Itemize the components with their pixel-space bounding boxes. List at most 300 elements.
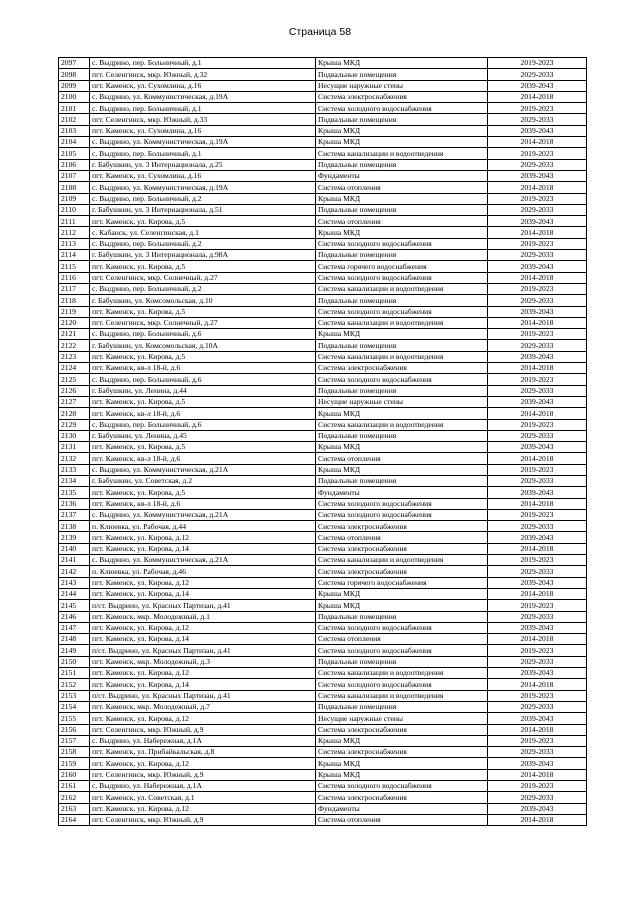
period-cell: 2019-2023 (488, 148, 587, 159)
building-element-cell: Фундаменты (316, 487, 488, 498)
period-cell: 2029-2033 (488, 340, 587, 351)
address-cell: пгт. Каменск, мкр. Молодежный, д.1 (90, 611, 316, 622)
period-cell: 2014-2018 (488, 272, 587, 283)
row-number: 2150 (59, 656, 90, 667)
period-cell: 2039-2043 (488, 170, 587, 181)
period-cell: 2029-2033 (488, 295, 587, 306)
address-cell: пгт. Каменск, кв-л 18-й, д.6 (90, 408, 316, 419)
building-element-cell: Система электроснабжения (316, 792, 488, 803)
period-cell: 2029-2033 (488, 747, 587, 758)
row-number: 2128 (59, 408, 90, 419)
table-row (59, 137, 587, 148)
table-row (59, 419, 587, 430)
building-element-cell: Система холодного водоснабжения (316, 238, 488, 249)
building-element-cell: Подвальные помещения (316, 295, 488, 306)
table-row (59, 329, 587, 340)
period-cell: 2019-2023 (488, 58, 587, 69)
address-cell: г. Бабушкин, ул. Ленина, д.45 (90, 430, 316, 441)
building-element-cell: Система канализации и водоотведения (316, 668, 488, 679)
building-element-cell: Система холодного водоснабжения (316, 272, 488, 283)
address-cell: пгт. Каменск, ул. Сухомлина, д.16 (90, 80, 316, 91)
table-body (59, 58, 587, 826)
address-cell: г. Бабушкин, ул. Комсомольская, д.10А (90, 340, 316, 351)
building-element-cell: Подвальные помещения (316, 114, 488, 125)
address-cell: п/ст. Выдрино, ул. Красных Партизан, д.41 (90, 645, 316, 656)
period-cell: 2039-2043 (488, 622, 587, 633)
period-cell: 2019-2023 (488, 464, 587, 475)
row-number: 2106 (59, 159, 90, 170)
table-row (59, 261, 587, 272)
building-element-cell: Подвальные помещения (316, 475, 488, 486)
row-number: 2145 (59, 600, 90, 611)
address-cell: с. Выдрино, ул. Коммунистическая, д.21А (90, 464, 316, 475)
period-cell: 2014-2018 (488, 543, 587, 554)
row-number: 2108 (59, 182, 90, 193)
row-number: 2130 (59, 430, 90, 441)
row-number: 2123 (59, 351, 90, 362)
row-number: 2114 (59, 250, 90, 261)
building-element-cell: Система холодного водоснабжения (316, 374, 488, 385)
row-number: 2121 (59, 329, 90, 340)
table-row (59, 103, 587, 114)
table-row (59, 80, 587, 91)
row-number: 2103 (59, 125, 90, 136)
building-element-cell: Несущие наружные стены (316, 713, 488, 724)
table-row (59, 272, 587, 283)
building-element-cell: Система канализации и водоотведения (316, 283, 488, 294)
period-cell: 2039-2043 (488, 351, 587, 362)
address-cell: п/ст. Выдрино, ул. Красных Партизан, д.41 (90, 600, 316, 611)
table-row (59, 385, 587, 396)
building-element-cell: Система канализации и водоотведения (316, 148, 488, 159)
period-cell: 2014-2018 (488, 453, 587, 464)
building-element-cell: Подвальные помещения (316, 340, 488, 351)
building-element-cell: Крыша МКД (316, 735, 488, 746)
building-element-cell: Система холодного водоснабжения (316, 645, 488, 656)
address-cell: пгт. Каменск, кв-л 18-й, д.6 (90, 498, 316, 509)
table-row (59, 735, 587, 746)
period-cell: 2019-2023 (488, 555, 587, 566)
row-number: 2119 (59, 306, 90, 317)
building-element-cell: Подвальные помещения (316, 701, 488, 712)
table-row (59, 475, 587, 486)
address-cell: пгт. Каменск, ул. Кирова, д.5 (90, 261, 316, 272)
period-cell: 2029-2033 (488, 430, 587, 441)
period-cell: 2014-2018 (488, 408, 587, 419)
table-row (59, 622, 587, 633)
building-element-cell: Подвальные помещения (316, 204, 488, 215)
period-cell: 2039-2043 (488, 532, 587, 543)
building-element-cell: Подвальные помещения (316, 611, 488, 622)
building-element-cell: Система отопления (316, 532, 488, 543)
address-cell: пгт. Каменск, ул. Кирова, д.14 (90, 634, 316, 645)
building-element-cell: Система холодного водоснабжения (316, 306, 488, 317)
address-cell: пгт. Каменск, ул. Сухомлина, д.16 (90, 125, 316, 136)
row-number: 2144 (59, 588, 90, 599)
row-number: 2126 (59, 385, 90, 396)
period-cell: 2029-2033 (488, 114, 587, 125)
building-element-cell: Система канализации и водоотведения (316, 351, 488, 362)
period-cell: 2014-2018 (488, 498, 587, 509)
row-number: 2156 (59, 724, 90, 735)
building-element-cell: Система электроснабжения (316, 521, 488, 532)
building-element-cell: Несущие наружные стены (316, 80, 488, 91)
address-cell: с. Выдрино, пер. Больничный, д.1 (90, 103, 316, 114)
building-element-cell: Система канализации и водоотведения (316, 555, 488, 566)
table-row (59, 227, 587, 238)
building-element-cell: Подвальные помещения (316, 656, 488, 667)
row-number: 2133 (59, 464, 90, 475)
row-number: 2101 (59, 103, 90, 114)
address-cell: пгт. Каменск, ул. Кирова, д.14 (90, 543, 316, 554)
table-row (59, 442, 587, 453)
row-number: 2098 (59, 69, 90, 80)
table-row (59, 577, 587, 588)
building-element-cell: Крыша МКД (316, 464, 488, 475)
period-cell: 2029-2033 (488, 611, 587, 622)
address-cell: пгт. Каменск, кв-л 18-й, д.6 (90, 453, 316, 464)
building-element-cell: Крыша МКД (316, 193, 488, 204)
period-cell: 2014-2018 (488, 679, 587, 690)
table-row (59, 363, 587, 374)
row-number: 2111 (59, 216, 90, 227)
table-row (59, 555, 587, 566)
row-number: 2163 (59, 803, 90, 814)
row-number: 2110 (59, 204, 90, 215)
period-cell: 2019-2023 (488, 509, 587, 520)
address-cell: пгт. Каменск, ул. Кирова, д.5 (90, 396, 316, 407)
row-number: 2135 (59, 487, 90, 498)
building-element-cell: Система отопления (316, 216, 488, 227)
building-element-cell: Система горячего водоснабжения (316, 577, 488, 588)
building-element-cell: Фундаменты (316, 803, 488, 814)
row-number: 2127 (59, 396, 90, 407)
table-row (59, 532, 587, 543)
address-cell: пгт. Селенгинск, мкр. Южный, д.9 (90, 724, 316, 735)
building-element-cell: Система холодного водоснабжения (316, 679, 488, 690)
address-cell: пгт. Каменск, ул. Кирова, д.14 (90, 588, 316, 599)
period-cell: 2019-2023 (488, 103, 587, 114)
period-cell: 2029-2033 (488, 701, 587, 712)
table-row (59, 408, 587, 419)
address-cell: г. Бабушкин, ул. Комсомольская, д.10 (90, 295, 316, 306)
building-element-cell: Крыша МКД (316, 125, 488, 136)
row-number: 2157 (59, 735, 90, 746)
period-cell: 2014-2018 (488, 769, 587, 780)
address-cell: пгт. Каменск, ул. Кирова, д.5 (90, 306, 316, 317)
table-row (59, 317, 587, 328)
row-number: 2164 (59, 814, 90, 825)
period-cell: 2014-2018 (488, 363, 587, 374)
row-number: 2162 (59, 792, 90, 803)
address-cell: пгт. Каменск, ул. Кирова, д.12 (90, 622, 316, 633)
row-number: 2100 (59, 91, 90, 102)
period-cell: 2039-2043 (488, 487, 587, 498)
table-row (59, 250, 587, 261)
table-row (59, 69, 587, 80)
building-element-cell: Крыша МКД (316, 769, 488, 780)
row-number: 2138 (59, 521, 90, 532)
period-cell: 2019-2023 (488, 329, 587, 340)
period-cell: 2039-2043 (488, 396, 587, 407)
row-number: 2107 (59, 170, 90, 181)
period-cell: 2039-2043 (488, 713, 587, 724)
row-number: 2097 (59, 58, 90, 69)
table-row (59, 543, 587, 554)
row-number: 2142 (59, 566, 90, 577)
address-cell: п. Клюевка, ул. Рабочая, д.44 (90, 521, 316, 532)
building-element-cell: Крыша МКД (316, 600, 488, 611)
table-row (59, 396, 587, 407)
building-element-cell: Система канализации и водоотведения (316, 690, 488, 701)
row-number: 2141 (59, 555, 90, 566)
address-cell: г. Бабушкин, ул. Ленина, д.44 (90, 385, 316, 396)
period-cell: 2014-2018 (488, 814, 587, 825)
period-cell: 2014-2018 (488, 182, 587, 193)
table-row (59, 781, 587, 792)
period-cell: 2029-2033 (488, 385, 587, 396)
address-cell: пгт. Селенгинск, мкр. Южный, д.9 (90, 769, 316, 780)
table-row (59, 464, 587, 475)
address-cell: с. Выдрино, ул. Коммунистическая, д.19А (90, 137, 316, 148)
period-cell: 2039-2043 (488, 125, 587, 136)
table-row (59, 803, 587, 814)
building-element-cell: Фундаменты (316, 170, 488, 181)
table-row (59, 91, 587, 102)
table-row (59, 58, 587, 69)
table-row (59, 701, 587, 712)
building-element-cell: Система электроснабжения (316, 747, 488, 758)
row-number: 2154 (59, 701, 90, 712)
row-number: 2155 (59, 713, 90, 724)
address-cell: с. Выдрино, пер. Больничный, д.1 (90, 148, 316, 159)
building-element-cell: Система холодного водоснабжения (316, 781, 488, 792)
address-cell: пгт. Каменск, ул. Кирова, д.12 (90, 758, 316, 769)
table-row (59, 238, 587, 249)
table-row (59, 769, 587, 780)
period-cell: 2019-2023 (488, 690, 587, 701)
address-cell: с. Выдрино, пер. Больничный, д.1 (90, 58, 316, 69)
building-element-cell: Система канализации и водоотведения (316, 419, 488, 430)
address-cell: г. Бабушкин, ул. Советская, д.2 (90, 475, 316, 486)
building-element-cell: Несущие наружные стены (316, 396, 488, 407)
building-element-cell: Система холодного водоснабжения (316, 622, 488, 633)
period-cell: 2029-2033 (488, 159, 587, 170)
period-cell: 2039-2043 (488, 758, 587, 769)
building-element-cell: Крыша МКД (316, 588, 488, 599)
row-number: 2131 (59, 442, 90, 453)
address-cell: п. Клюевка, ул. Рабочая, д.46 (90, 566, 316, 577)
row-number: 2147 (59, 622, 90, 633)
table-row (59, 690, 587, 701)
address-cell: пгт. Селенгинск, мкр. Южный, д.9 (90, 814, 316, 825)
building-element-cell: Система холодного водоснабжения (316, 509, 488, 520)
row-number: 2099 (59, 80, 90, 91)
table-row (59, 430, 587, 441)
period-cell: 2019-2023 (488, 419, 587, 430)
address-cell: с. Выдрино, ул. Коммунистическая, д.19А (90, 182, 316, 193)
table-row (59, 204, 587, 215)
table-row (59, 216, 587, 227)
row-number: 2158 (59, 747, 90, 758)
building-element-cell: Крыша МКД (316, 227, 488, 238)
row-number: 2117 (59, 283, 90, 294)
table-row (59, 713, 587, 724)
period-cell: 2039-2043 (488, 216, 587, 227)
table-row (59, 182, 587, 193)
building-element-cell: Система отопления (316, 634, 488, 645)
row-number: 2125 (59, 374, 90, 385)
row-number: 2105 (59, 148, 90, 159)
address-cell: с. Выдрино, ул. Коммунистическая, д.21А (90, 509, 316, 520)
row-number: 2152 (59, 679, 90, 690)
row-number: 2124 (59, 363, 90, 374)
table-row (59, 588, 587, 599)
building-element-cell: Система электроснабжения (316, 543, 488, 554)
table-row (59, 295, 587, 306)
address-cell: с. Выдрино, пер. Больничный, д.2 (90, 238, 316, 249)
period-cell: 2029-2033 (488, 656, 587, 667)
address-cell: пгт. Каменск, кв-л 18-й, д.6 (90, 363, 316, 374)
period-cell: 2029-2033 (488, 566, 587, 577)
row-number: 2143 (59, 577, 90, 588)
building-element-cell: Система холодного водоснабжения (316, 498, 488, 509)
address-cell: пгт. Селенгинск, мкр. Южный, д.33 (90, 114, 316, 125)
address-cell: пгт. Каменск, ул. Кирова, д.12 (90, 532, 316, 543)
row-number: 2153 (59, 690, 90, 701)
address-cell: с. Выдрино, пер. Больничный, д.6 (90, 329, 316, 340)
row-number: 2139 (59, 532, 90, 543)
address-cell: г. Бабушкин, ул. 3 Интернационала, д.25 (90, 159, 316, 170)
building-element-cell: Подвальные помещения (316, 250, 488, 261)
row-number: 2116 (59, 272, 90, 283)
period-cell: 2029-2033 (488, 792, 587, 803)
period-cell: 2019-2023 (488, 600, 587, 611)
building-element-cell: Система электроснабжения (316, 724, 488, 735)
row-number: 2120 (59, 317, 90, 328)
period-cell: 2039-2043 (488, 80, 587, 91)
address-cell: с. Кабанск, ул. Селенгинская, д.1 (90, 227, 316, 238)
period-cell: 2014-2018 (488, 227, 587, 238)
period-cell: 2019-2023 (488, 781, 587, 792)
row-number: 2161 (59, 781, 90, 792)
period-cell: 2019-2023 (488, 193, 587, 204)
address-cell: пгт. Каменск, ул. Кирова, д.5 (90, 442, 316, 453)
building-element-cell: Крыша МКД (316, 329, 488, 340)
table-row (59, 148, 587, 159)
period-cell: 2019-2023 (488, 735, 587, 746)
table-row (59, 634, 587, 645)
table-row (59, 340, 587, 351)
table-row (59, 792, 587, 803)
period-cell: 2029-2033 (488, 475, 587, 486)
period-cell: 2029-2033 (488, 69, 587, 80)
address-cell: пгт. Селенгинск, мкр. Южный, д.32 (90, 69, 316, 80)
period-cell: 2014-2018 (488, 634, 587, 645)
address-cell: г. Бабушкин, ул. 3 Интернационала, д.98А (90, 250, 316, 261)
row-number: 2159 (59, 758, 90, 769)
address-cell: с. Выдрино, пер. Больничный, д.6 (90, 374, 316, 385)
building-element-cell: Система электроснабжения (316, 566, 488, 577)
row-number: 2160 (59, 769, 90, 780)
row-number: 2137 (59, 509, 90, 520)
row-number: 2122 (59, 340, 90, 351)
page-number-header: Страница 58 (288, 26, 352, 38)
repair-schedule-table (58, 57, 587, 826)
row-number: 2113 (59, 238, 90, 249)
table-row (59, 758, 587, 769)
period-cell: 2019-2023 (488, 374, 587, 385)
address-cell: пгт. Каменск, ул. Кирова, д.14 (90, 679, 316, 690)
building-element-cell: Крыша МКД (316, 137, 488, 148)
table-row (59, 668, 587, 679)
period-cell: 2039-2043 (488, 306, 587, 317)
building-element-cell: Система канализации и водоотведения (316, 317, 488, 328)
table-row (59, 566, 587, 577)
table-row (59, 170, 587, 181)
address-cell: пгт. Каменск, мкр. Молодежный, д.3 (90, 656, 316, 667)
table-row (59, 679, 587, 690)
row-number: 2129 (59, 419, 90, 430)
row-number: 2151 (59, 668, 90, 679)
address-cell: с. Выдрино, ул. Набережная, д.1А (90, 735, 316, 746)
row-number: 2104 (59, 137, 90, 148)
row-number: 2132 (59, 453, 90, 464)
address-cell: с. Выдрино, пер. Больничный, д.2 (90, 283, 316, 294)
address-cell: пгт. Каменск, ул. Советская, д.1 (90, 792, 316, 803)
address-cell: пгт. Каменск, ул. Кирова, д.12 (90, 668, 316, 679)
table-row (59, 487, 587, 498)
period-cell: 2014-2018 (488, 91, 587, 102)
building-element-cell: Система отопления (316, 814, 488, 825)
period-cell: 2029-2033 (488, 204, 587, 215)
table-row (59, 521, 587, 532)
table-row (59, 114, 587, 125)
row-number: 2136 (59, 498, 90, 509)
table-row (59, 600, 587, 611)
address-cell: п/ст. Выдрино, ул. Красных Партизан, д.41 (90, 690, 316, 701)
address-cell: с. Выдрино, ул. Набережная, д.1А (90, 781, 316, 792)
period-cell: 2039-2043 (488, 577, 587, 588)
address-cell: пгт. Каменск, мкр. Молодежный, д.7 (90, 701, 316, 712)
period-cell: 2014-2018 (488, 588, 587, 599)
address-cell: пгт. Каменск, ул. Кирова, д.12 (90, 803, 316, 814)
address-cell: пгт. Каменск, ул. Прибайкальская, д.8 (90, 747, 316, 758)
table-row (59, 498, 587, 509)
period-cell: 2029-2033 (488, 521, 587, 532)
building-element-cell: Система отопления (316, 182, 488, 193)
building-element-cell: Крыша МКД (316, 442, 488, 453)
row-number: 2118 (59, 295, 90, 306)
address-cell: с. Выдрино, пер. Больничный, д.6 (90, 419, 316, 430)
address-cell: с. Выдрино, ул. Коммунистическая, д.19А (90, 91, 316, 102)
period-cell: 2039-2043 (488, 442, 587, 453)
address-cell: с. Выдрино, пер. Больничный, д.2 (90, 193, 316, 204)
table-row (59, 724, 587, 735)
row-number: 2146 (59, 611, 90, 622)
building-element-cell: Система холодного водоснабжения (316, 103, 488, 114)
period-cell: 2039-2043 (488, 261, 587, 272)
building-element-cell: Система отопления (316, 453, 488, 464)
period-cell: 2029-2033 (488, 250, 587, 261)
address-cell: пгт. Каменск, ул. Сухомлина, д.16 (90, 170, 316, 181)
table-row (59, 611, 587, 622)
address-cell: пгт. Селенгинск, мкр. Солнечный, д.27 (90, 317, 316, 328)
address-cell: пгт. Селенгинск, мкр. Солнечный, д.27 (90, 272, 316, 283)
address-cell: пгт. Каменск, ул. Кирова, д.5 (90, 351, 316, 362)
row-number: 2149 (59, 645, 90, 656)
address-cell: с. Выдрино, ул. Коммунистическая, д.21А (90, 555, 316, 566)
